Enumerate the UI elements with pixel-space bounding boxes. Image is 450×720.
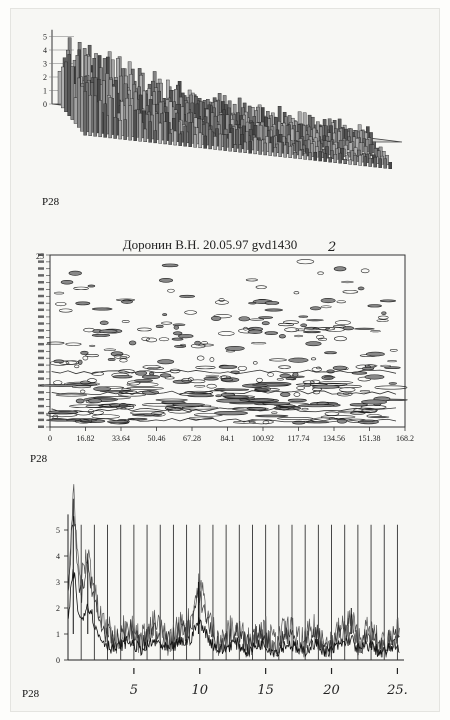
contour-blob (76, 302, 90, 305)
bar (259, 140, 262, 154)
bar (71, 66, 74, 119)
bar (364, 157, 367, 166)
contour-blob (286, 378, 294, 380)
contour-blob (173, 403, 205, 406)
y-tick-label-smudge (38, 391, 44, 394)
bar (324, 154, 327, 162)
contour-blob (172, 338, 183, 340)
contour-blob (380, 300, 395, 302)
contour-blob (225, 346, 244, 350)
bar (289, 146, 292, 158)
y-tick-label: 2 (43, 73, 47, 82)
bar (384, 159, 387, 168)
contour-blob (174, 345, 185, 347)
contour-blob (134, 379, 152, 381)
contour-blob (289, 358, 309, 362)
contour-blob (92, 334, 110, 336)
y-tick-label-smudge (38, 309, 44, 312)
contour-blob (303, 331, 320, 333)
bar (68, 54, 71, 115)
bar (174, 131, 177, 145)
contour-blob (358, 287, 364, 290)
y-tick-label: 4 (56, 552, 60, 561)
y-tick-label-smudge (38, 426, 44, 429)
bar (74, 98, 77, 124)
bar (229, 133, 232, 151)
contour-blob (54, 360, 64, 363)
bar (254, 137, 257, 154)
bar (119, 120, 122, 139)
contour-blob (111, 352, 123, 356)
bar (129, 105, 132, 140)
y-tick-label-smudge (38, 364, 44, 367)
y-tick-label: 5 (43, 32, 47, 42)
contour-blob (312, 385, 339, 389)
bar (189, 122, 192, 146)
x-tick-label: 84.1 (220, 434, 235, 443)
y-tick-label: 3 (43, 59, 47, 69)
contour-blob (142, 375, 160, 379)
contour-blob (211, 316, 221, 320)
contour-blob (369, 416, 389, 418)
bar (64, 62, 67, 112)
bar (184, 126, 187, 146)
contour-blob (366, 352, 384, 356)
y-tick-label-smudge (38, 288, 44, 291)
contour-blob (361, 400, 386, 404)
x-tick-label: 33.64 (112, 434, 130, 443)
contour-blob (195, 341, 201, 345)
bar (350, 151, 353, 161)
contour-blob (214, 411, 247, 415)
contour-blob (239, 317, 250, 321)
bar (204, 136, 207, 148)
contour-blob (188, 395, 214, 397)
contour-blob (263, 402, 290, 404)
bar (334, 154, 337, 162)
contour-blob (255, 415, 288, 417)
bar (144, 129, 147, 142)
bar (94, 96, 97, 136)
bar (319, 151, 322, 161)
contour-blob (280, 392, 290, 396)
bar (109, 98, 112, 138)
contour-blob (40, 384, 77, 386)
contour-blob (248, 330, 262, 334)
contour-blob (259, 317, 273, 319)
y-tick-label-smudge (38, 329, 44, 332)
contour-blob (173, 324, 185, 326)
bar (239, 145, 242, 153)
bar (104, 104, 107, 138)
caption-chart3: P28 (22, 688, 40, 700)
bar (124, 120, 127, 140)
x-tick-label-handwritten: 10 (191, 683, 209, 698)
bar (264, 143, 267, 155)
bar (369, 158, 372, 166)
y-tick-label-smudge (38, 419, 44, 422)
bar (80, 86, 83, 131)
contour-blob (305, 421, 329, 423)
y-tick-label-smudge (38, 274, 44, 277)
x-tick-label: 0 (48, 434, 52, 443)
y-tick-label-smudge (38, 343, 44, 346)
bar (89, 95, 92, 136)
y-tick-label-smudge (38, 377, 44, 380)
contour-blob (76, 399, 84, 403)
bar (284, 145, 287, 157)
contour-blob (156, 325, 163, 328)
bar (61, 67, 64, 108)
y-tick-label-smudge (38, 281, 44, 284)
bar (304, 153, 307, 159)
caption-chart1: P28 (42, 196, 60, 208)
spectrum-line-chart (10, 468, 440, 698)
chart-title-handwritten-suffix: 2 (328, 240, 337, 255)
bar (149, 122, 152, 143)
bar (379, 159, 382, 168)
bar (77, 78, 80, 127)
contour-blob (81, 351, 89, 354)
bar (279, 142, 282, 156)
y-tick-label: 5 (56, 526, 60, 535)
bar (159, 123, 162, 143)
contour-blob (248, 302, 256, 304)
contour-blob (61, 280, 73, 284)
contour-blob (173, 332, 182, 335)
contour-blob (354, 328, 374, 330)
contour-blob (324, 377, 335, 379)
y-tick-label: 0 (56, 656, 60, 665)
bar (219, 134, 222, 150)
contour-blob (288, 399, 306, 402)
y-tick-label-smudge (38, 412, 44, 415)
contour-blob (265, 332, 278, 335)
contour-blob (334, 267, 346, 271)
contour-blob (321, 298, 335, 302)
contour-blob (343, 326, 354, 329)
bar (154, 131, 157, 143)
contour-blob (362, 367, 374, 370)
bar (194, 135, 197, 148)
bar (349, 160, 352, 164)
bar (169, 133, 172, 144)
y-tick-label-smudge (38, 336, 44, 339)
contour-blob (214, 389, 249, 391)
caption-chart2: P28 (30, 453, 48, 465)
contour-blob (219, 365, 237, 368)
bar (179, 134, 182, 146)
y-tick-label-smudge (38, 398, 44, 401)
contour-blob (216, 395, 222, 397)
contour-blob (88, 399, 101, 403)
bar (234, 145, 237, 152)
contour-blob (159, 278, 172, 282)
contour-blob (279, 334, 285, 338)
bar (274, 147, 277, 156)
bar (244, 142, 247, 153)
y-tick-label: 1 (56, 630, 60, 639)
bar (249, 141, 252, 153)
x-tick-label: 67.28 (183, 434, 201, 443)
bar (339, 153, 342, 163)
contour-blob (94, 387, 111, 391)
contour-blob (310, 307, 321, 310)
contour-blob (389, 382, 397, 384)
bar (209, 129, 212, 149)
contour-blob (382, 312, 387, 315)
contour-blob (333, 366, 347, 370)
y-tick-label-smudge (38, 302, 44, 305)
contour-blob (100, 321, 108, 325)
contour-blob (162, 264, 178, 267)
contour-blob (129, 341, 136, 345)
y-tick-label: 4 (43, 46, 47, 55)
contour-blob (262, 322, 269, 325)
x-tick-label-handwritten: 20 (323, 683, 340, 698)
bar (359, 155, 362, 165)
contour-chart (10, 233, 440, 443)
contour-blob (99, 330, 117, 333)
contour-blob (174, 326, 179, 330)
contour-blob (88, 285, 95, 287)
contour-blob (324, 352, 336, 354)
bar (354, 155, 357, 165)
bar (389, 162, 392, 168)
y-tick-label: 3 (56, 578, 60, 587)
x-tick-label: 16.82 (76, 434, 95, 443)
chart-title: Доронин В.Н. 20.05.97 gvd1430 (122, 237, 298, 252)
x-tick-label: 100.92 (252, 434, 274, 443)
contour-blob (265, 301, 279, 304)
contour-blob (280, 374, 291, 378)
bar (374, 157, 377, 167)
bar (134, 110, 137, 141)
contour-blob (204, 377, 219, 380)
bar (314, 152, 317, 160)
bar (294, 152, 297, 158)
x-tick-label-handwritten: 5 (129, 683, 139, 698)
contour-blob (301, 324, 307, 327)
x-tick-label: 117.74 (287, 434, 310, 443)
contour-blob (113, 375, 132, 378)
bar (139, 113, 142, 141)
bar (114, 117, 117, 138)
y-tick-label-smudge (38, 405, 44, 408)
bar (164, 122, 167, 144)
y-tick-label-smudge (38, 315, 44, 318)
contour-blob (306, 342, 322, 346)
bar (214, 136, 217, 149)
contour-blob (180, 295, 195, 297)
contour-blob (298, 404, 334, 406)
contour-blob (160, 374, 171, 378)
contour-blob (163, 314, 167, 316)
bar (58, 71, 61, 104)
contour-blob (69, 271, 82, 275)
contour-blob (157, 360, 173, 364)
x-tick-label: 151.38 (358, 434, 381, 443)
y-tick-label-smudge (38, 370, 44, 373)
x-tick-label: 168.2 (396, 434, 414, 443)
bar (309, 153, 312, 160)
scanned-page (10, 8, 440, 712)
bar (224, 134, 227, 150)
bar (269, 143, 272, 156)
bar (329, 157, 332, 162)
x-tick-label-handwritten: 15 (257, 683, 274, 698)
contour-blob (365, 375, 384, 379)
x-tick-label: 134.56 (323, 434, 345, 443)
contour-blob (121, 300, 132, 304)
x-tick-label-handwritten: 25. (387, 683, 408, 698)
bar (199, 133, 202, 148)
x-tick-label: 50.46 (147, 434, 166, 443)
bar (99, 100, 102, 136)
bar (344, 159, 347, 164)
waterfall-chart (10, 8, 440, 188)
y-tick-label-smudge (38, 350, 44, 353)
y-tick-label: 0 (43, 100, 47, 109)
contour-blob (306, 319, 323, 321)
y-tick-label-top: 25 (36, 252, 44, 261)
series-line-upper (68, 484, 399, 657)
y-tick-label-smudge (38, 322, 44, 325)
contour-blob (92, 308, 112, 310)
contour-blob (299, 316, 308, 318)
y-tick-label: 1 (43, 86, 47, 96)
contour-blob (108, 358, 115, 360)
bar (84, 91, 87, 135)
contour-blob (144, 414, 155, 416)
contour-blob (265, 309, 283, 311)
y-tick-label: 2 (56, 604, 60, 613)
y-tick-label-smudge (38, 295, 44, 298)
y-tick-label-smudge (38, 267, 44, 270)
contour-blob (368, 305, 382, 308)
bar (299, 150, 302, 159)
contour-blob (149, 372, 154, 375)
y-tick-label-smudge (38, 357, 44, 360)
contour-blob (327, 370, 335, 373)
